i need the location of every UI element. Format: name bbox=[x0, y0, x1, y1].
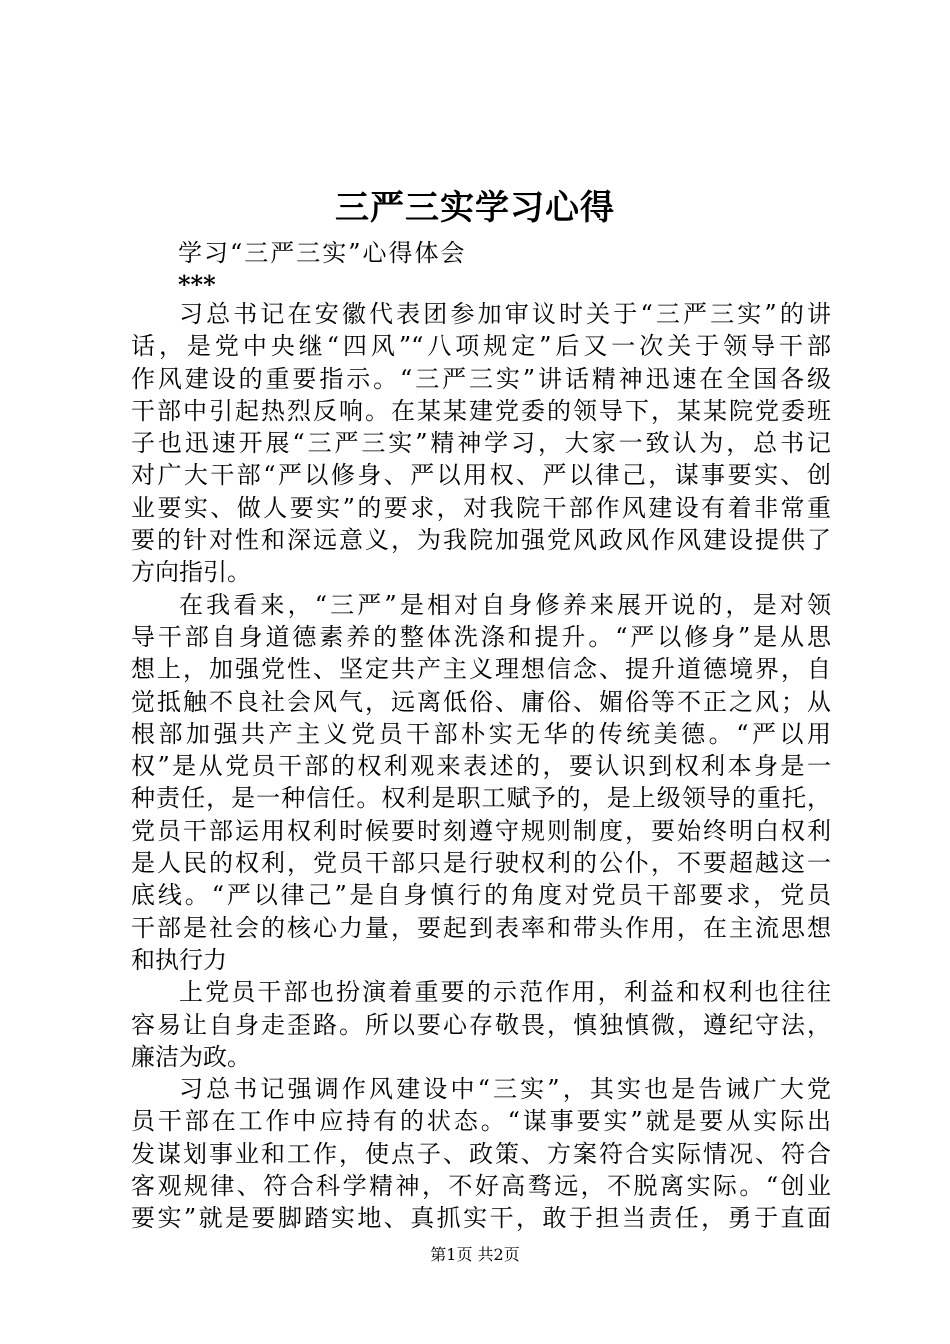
paragraph-line: 廉洁为政。 bbox=[131, 1042, 251, 1071]
paragraph-line: 要的针对性和深远意义，为我院加强党风政风作风建设提供了 bbox=[131, 526, 831, 555]
paragraph-line: 习总书记在安徽代表团参加审议时关于“三严三实”的讲 bbox=[179, 300, 831, 328]
paragraph-line: 底线。“严以律己”是自身慎行的角度对党员干部要求，党员 bbox=[131, 881, 831, 910]
paragraph-line: 种责任，是一种信任。权利是职工赋予的，是上级领导的重托， bbox=[131, 784, 831, 813]
paragraph-line: 对广大干部“严以修身、严以用权、严以律己，谋事要实、创 bbox=[131, 461, 831, 490]
paragraph bbox=[131, 976, 831, 1073]
page-footer: 第1页 共2页 bbox=[430, 1245, 520, 1264]
paragraph bbox=[131, 298, 831, 589]
paragraph-line: 要实”就是要脚踏实地、真抓实干，敢于担当责任，勇于直面 bbox=[131, 1204, 831, 1233]
document-body bbox=[131, 298, 831, 1235]
paragraph-line: 干部是社会的核心力量，要起到表率和带头作用，在主流思想 bbox=[131, 913, 831, 942]
paragraph-line: 方向指引。 bbox=[131, 558, 251, 587]
paragraph-line: 想上，加强党性、坚定共产主义理想信念、提升道德境界，自 bbox=[131, 655, 831, 684]
paragraph bbox=[131, 589, 831, 977]
paragraph-line: 作风建设的重要指示。“三严三实”讲话精神迅速在全国各级 bbox=[131, 364, 831, 393]
paragraph-line: 干部中引起热烈反响。在某某建党委的领导下，某某院党委班 bbox=[131, 396, 831, 425]
paragraph-line: 员干部在工作中应持有的状态。“谋事要实”就是要从实际出 bbox=[131, 1107, 831, 1136]
paragraph-line: 业要实、做人要实”的要求，对我院干部作风建设有着非常重 bbox=[131, 493, 831, 522]
paragraph-line: 党员干部运用权利时候要时刻遵守规则制度，要始终明白权利 bbox=[131, 816, 831, 845]
paragraph-line: 根部加强共产主义党员干部朴实无华的传统美德。“严以用 bbox=[131, 719, 831, 748]
paragraph-line: 发谋划事业和工作，使点子、政策、方案符合实际情况、符合 bbox=[131, 1139, 831, 1168]
paragraph-line: 上党员干部也扮演着重要的示范作用，利益和权利也往往 bbox=[179, 978, 831, 1007]
document-title: 三严三实学习心得 bbox=[335, 188, 615, 228]
paragraph-line: 客观规律、符合科学精神，不好高骛远，不脱离实际。“创业 bbox=[131, 1172, 831, 1201]
document-subtitle: 学习“三严三实”心得体会 bbox=[178, 239, 467, 267]
document-author: *** bbox=[178, 270, 216, 299]
paragraph-line: 容易让自身走歪路。所以要心存敬畏，慎独慎微，遵纪守法， bbox=[131, 1010, 831, 1039]
paragraph-line: 觉抵触不良社会风气，远离低俗、庸俗、媚俗等不正之风；从 bbox=[131, 687, 831, 716]
paragraph-line: 习总书记强调作风建设中“三实”，其实也是告诫广大党 bbox=[179, 1075, 831, 1104]
paragraph-line: 和执行力 bbox=[131, 945, 227, 974]
paragraph-line: 话，是党中央继“四风”“八项规定”后又一次关于领导干部 bbox=[131, 332, 831, 361]
paragraph-line: 权”是从党员干部的权利观来表述的，要认识到权利本身是一 bbox=[131, 752, 831, 781]
paragraph-line: 子也迅速开展“三严三实”精神学习，大家一致认为，总书记 bbox=[131, 429, 831, 458]
paragraph-line: 在我看来，“三严”是相对自身修养来展开说的，是对领 bbox=[179, 590, 831, 619]
paragraph-line: 是人民的权利，党员干部只是行驶权利的公仆，不要超越这一 bbox=[131, 849, 831, 878]
paragraph bbox=[131, 1073, 831, 1234]
paragraph-line: 导干部自身道德素养的整体洗涤和提升。“严以修身”是从思 bbox=[131, 622, 831, 651]
